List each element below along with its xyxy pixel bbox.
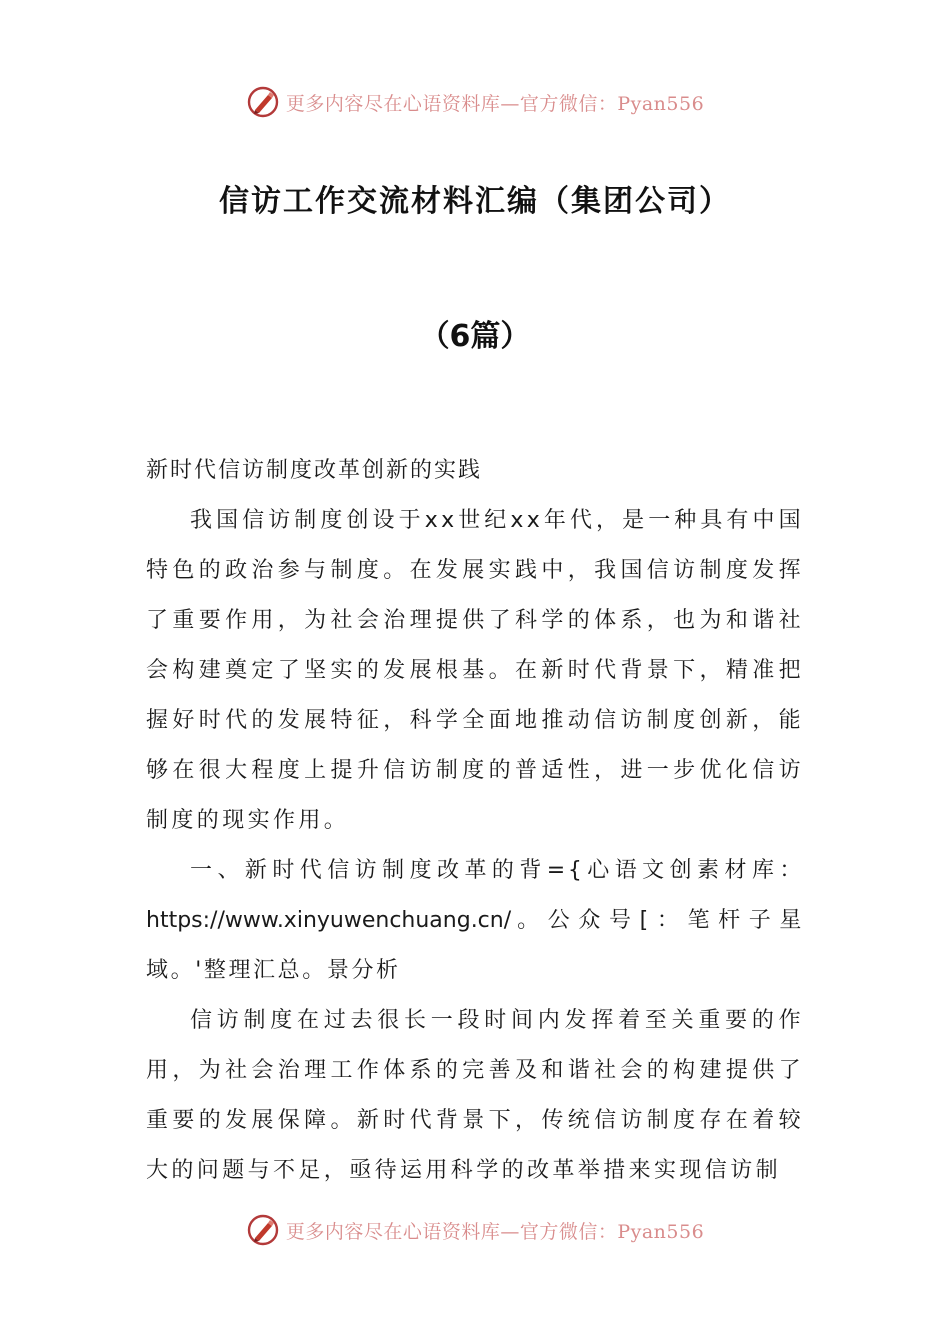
header-watermark-text: 更多内容尽在心语资料库—官方微信：Pyan556 — [285, 92, 705, 115]
section-heading: 新时代信访制度改革创新的实践 — [146, 458, 483, 483]
body-paragraph-1: 我国信访制度创设于xx世纪xx年代，是一种具有中国特色的政治参与制度。在发展实践中，我国信访制度发挥了重要作用，为社会治理提供了科学的体系，也为和谐社会构建奠定了坚实的发展根基。在新时代背景下，精准把握好时代的发展特征，科学全面地推动信访制度创新，能够在很大程度上提升信访制度的普适性，进一步优化信访制度的现实作用。 — [146, 508, 804, 833]
body-paragraph-3: 信访制度在过去很长一段时间内发挥着至关重要的作用，为社会治理工作体系的完善及和谐社会的构建提供了重要的发展保障。新时代背景下，传统信访制度存在着较大的问题与不足，亟待运用科学的改革举措来实现信访制 — [146, 1008, 804, 1183]
footer-watermark-text: 更多内容尽在心语资料库—官方微信：Pyan556 — [285, 1220, 705, 1243]
document-subtitle: （6篇） — [419, 319, 531, 354]
paragraph-2-text-b: 。公众号[：笔杆子星域。'整理汇总。景分析 — [146, 908, 804, 983]
pen-nib-logo-icon — [246, 85, 280, 119]
body-paragraph-2 — [146, 846, 804, 996]
paragraph-2-text-a: 一、新时代信访制度改革的背={心语文创素材库： — [190, 858, 804, 883]
document-title: 信访工作交流材料汇编（集团公司） — [219, 184, 731, 219]
footer-watermark-banner — [0, 1210, 950, 1250]
source-url-link[interactable]: https://www.xinyuwenchuang.cn/ — [146, 908, 512, 933]
header-watermark-banner — [0, 82, 950, 122]
pen-nib-logo-icon — [246, 1213, 280, 1247]
document-body — [146, 446, 804, 1196]
